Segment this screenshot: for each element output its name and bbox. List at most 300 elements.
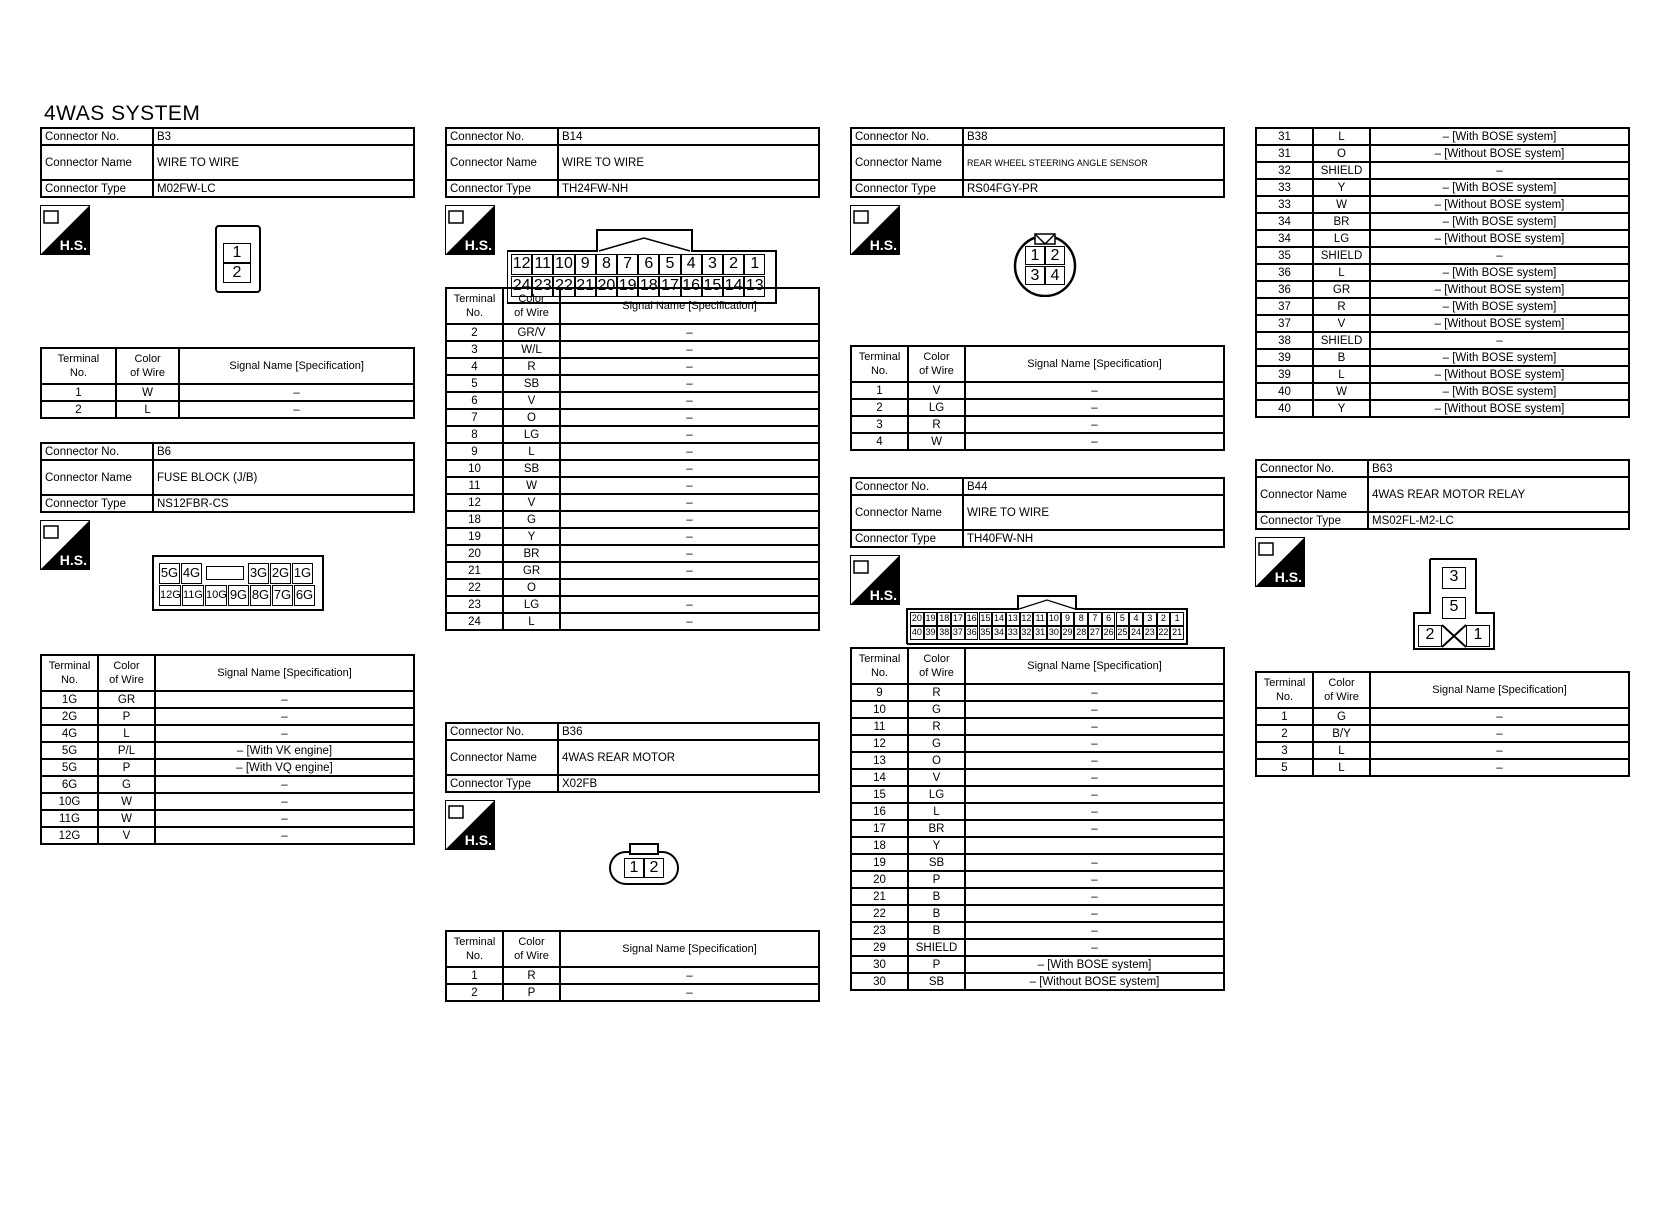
color-cell: SB	[503, 375, 560, 392]
connector-type-label: Connector Type	[446, 775, 558, 792]
terminal-cell: 10G	[41, 793, 98, 810]
terminal-cell: 37	[1256, 315, 1313, 332]
terminal-cell: 20	[446, 545, 503, 562]
signal-cell: – [With BOSE system]	[1370, 264, 1629, 281]
color-header: Color of Wire	[1313, 672, 1370, 708]
connector-type-value: TH24FW-NH	[558, 180, 819, 197]
pin-2: 2	[1418, 625, 1442, 647]
color-cell: P	[98, 708, 155, 725]
pin: 7	[1088, 612, 1102, 626]
terminal-cell: 1G	[41, 691, 98, 708]
signal-cell: –	[965, 382, 1224, 399]
connector-no-value: B44	[963, 478, 1224, 495]
terminal-cell: 2	[446, 984, 503, 1001]
table-row	[41, 776, 414, 793]
connector-b36	[445, 722, 820, 1002]
pin: 21	[575, 276, 596, 297]
color-cell: L	[1313, 366, 1370, 383]
table-row	[851, 820, 1224, 837]
terminal-cell: 19	[851, 854, 908, 871]
signal-cell: –	[560, 409, 819, 426]
pin: 38	[937, 626, 951, 640]
signal-cell: – [Without BOSE system]	[1370, 281, 1629, 298]
signal-cell: –	[965, 922, 1224, 939]
color-cell: L	[1313, 759, 1370, 776]
connector-type-label: Connector Type	[1256, 512, 1368, 529]
connector-type-label: Connector Type	[446, 180, 558, 197]
color-cell: SB	[908, 973, 965, 990]
pin: 31	[1033, 626, 1047, 640]
pin: 9	[575, 254, 596, 275]
color-cell: LG	[908, 786, 965, 803]
pin: 5	[1116, 612, 1130, 626]
terminal-table	[1255, 127, 1630, 418]
color-cell: SB	[908, 854, 965, 871]
terminal-cell: 19	[446, 528, 503, 545]
hs-icon	[1255, 537, 1305, 587]
signal-cell: –	[560, 460, 819, 477]
signal-cell: –	[560, 375, 819, 392]
signal-cell: –	[560, 358, 819, 375]
connector-name-value: 4WAS REAR MOTOR	[558, 740, 819, 775]
table-row	[1256, 315, 1629, 332]
table-row	[851, 888, 1224, 905]
color-cell: SB	[503, 460, 560, 477]
terminal-cell: 36	[1256, 281, 1313, 298]
color-header: Color of Wire	[503, 931, 560, 967]
connector-no-label: Connector No.	[41, 443, 153, 460]
color-cell: Y	[503, 528, 560, 545]
color-cell: LG	[503, 596, 560, 613]
terminal-cell: 32	[1256, 162, 1313, 179]
pin: 6	[1102, 612, 1116, 626]
pin-3: 3	[1442, 567, 1466, 589]
connector-no-value: B6	[153, 443, 414, 460]
table-row	[851, 837, 1224, 854]
table-row: 2 L –	[41, 401, 414, 418]
table-row	[1256, 230, 1629, 247]
terminal-header: Terminal No.	[446, 931, 503, 967]
table-row	[446, 596, 819, 613]
table-row	[851, 769, 1224, 786]
color-cell: V	[1313, 315, 1370, 332]
signal-cell: –	[965, 399, 1224, 416]
signal-cell: –	[965, 939, 1224, 956]
hs-icon	[445, 800, 495, 850]
connector-type-label: Connector Type	[41, 180, 153, 197]
table-row	[41, 725, 414, 742]
terminal-cell: 31	[1256, 145, 1313, 162]
terminal-cell: 4	[851, 433, 908, 450]
color-cell: V	[503, 392, 560, 409]
terminal-header: Terminal No.	[446, 288, 503, 324]
table-row	[1256, 247, 1629, 264]
pin: 11	[1033, 612, 1047, 626]
terminal-cell: 5	[1256, 759, 1313, 776]
pin: 12	[511, 254, 532, 275]
pin: 15	[702, 276, 723, 297]
table-row	[446, 562, 819, 579]
table-row	[851, 939, 1224, 956]
color-cell: SHIELD	[1313, 332, 1370, 349]
color-cell: P	[503, 984, 560, 1001]
pin: 36	[965, 626, 979, 640]
pin: 11	[532, 254, 553, 275]
table-row	[446, 511, 819, 528]
connector-type-label: Connector Type	[851, 530, 963, 547]
connector-no-value: B3	[153, 128, 414, 145]
table-row	[1256, 128, 1629, 145]
hs-label: H.S.	[59, 552, 87, 568]
table-row	[446, 426, 819, 443]
terminal-cell: 22	[446, 579, 503, 596]
color-cell: SHIELD	[908, 939, 965, 956]
table-row	[41, 827, 414, 844]
connector-type-value: TH40FW-NH	[963, 530, 1224, 547]
signal-cell: –	[1370, 332, 1629, 349]
pin: 1	[1170, 612, 1184, 626]
terminal-cell: 36	[1256, 264, 1313, 281]
signal-cell: – [Without BOSE system]	[1370, 230, 1629, 247]
color-cell: G	[503, 511, 560, 528]
connector-name-label: Connector Name	[851, 495, 963, 530]
color-cell: R	[503, 358, 560, 375]
connector-b14	[445, 127, 820, 631]
table-row	[446, 613, 819, 630]
terminal-cell: 2	[851, 399, 908, 416]
table-row	[1256, 759, 1629, 776]
signal-cell	[560, 579, 819, 596]
pin: 10	[553, 254, 574, 275]
table-row	[851, 854, 1224, 871]
pin: 7G	[272, 585, 293, 606]
connector-name-value: REAR WHEEL STEERING ANGLE SENSOR	[963, 145, 1224, 180]
terminal-cell: 10	[446, 460, 503, 477]
connector-no-label: Connector No.	[41, 128, 153, 145]
terminal-cell: 20	[851, 871, 908, 888]
table-row	[41, 708, 414, 725]
connector-b44	[850, 477, 1225, 991]
terminal-table	[40, 654, 415, 845]
table-row	[851, 922, 1224, 939]
pin: 32	[1020, 626, 1034, 640]
hs-icon	[445, 205, 495, 255]
signal-header: Signal Name [Specification]	[560, 931, 819, 967]
signal-cell: –	[965, 433, 1224, 450]
color-cell: LG	[503, 426, 560, 443]
pin: 2	[1157, 612, 1171, 626]
color-cell: W	[1313, 196, 1370, 213]
terminal-table	[40, 347, 415, 419]
color-cell: B/Y	[1313, 725, 1370, 742]
terminal-table	[1255, 671, 1630, 777]
terminal-cell: 10	[851, 701, 908, 718]
table-row	[1256, 366, 1629, 383]
connector-name-label: Connector Name	[446, 145, 558, 180]
table-row	[851, 382, 1224, 399]
table-row	[446, 579, 819, 596]
pin: 26	[1102, 626, 1116, 640]
color-cell: GR/V	[503, 324, 560, 341]
connector-no-label: Connector No.	[446, 128, 558, 145]
connector-face	[215, 225, 261, 293]
table-row	[41, 793, 414, 810]
table-row	[851, 684, 1224, 701]
pin: 12	[1020, 612, 1034, 626]
hs-icon	[40, 205, 90, 255]
pin-1: 1	[223, 243, 251, 263]
hs-label: H.S.	[869, 587, 897, 603]
table-row	[1256, 281, 1629, 298]
pin: 29	[1061, 626, 1075, 640]
connector-face	[507, 229, 777, 305]
signal-cell: –	[1370, 247, 1629, 264]
pin: 23	[532, 276, 553, 297]
signal-cell: –	[1370, 725, 1629, 742]
color-cell: W	[1313, 383, 1370, 400]
signal-cell: – [Without BOSE system]	[1370, 366, 1629, 383]
signal-cell: –	[1370, 162, 1629, 179]
pin: 20	[910, 612, 924, 626]
connector-b38	[850, 127, 1225, 451]
pin: 7	[617, 254, 638, 275]
signal-cell: – [Without BOSE system]	[1370, 145, 1629, 162]
color-cell: G	[98, 776, 155, 793]
pin: 23	[1143, 626, 1157, 640]
table-row	[1256, 332, 1629, 349]
connector-type-value: RS04FGY-PR	[963, 180, 1224, 197]
signal-cell: – [Without BOSE system]	[1370, 400, 1629, 417]
terminal-cell: 2	[1256, 725, 1313, 742]
signal-cell: – [Without BOSE system]	[1370, 315, 1629, 332]
hs-label: H.S.	[1274, 569, 1302, 585]
connector-no-label: Connector No.	[851, 478, 963, 495]
terminal-header: Terminal No.	[41, 348, 116, 384]
terminal-cell: 39	[1256, 349, 1313, 366]
table-row	[851, 735, 1224, 752]
color-cell: W/L	[503, 341, 560, 358]
pin: 30	[1047, 626, 1061, 640]
signal-cell: –	[1370, 708, 1629, 725]
pin: 1G	[292, 563, 313, 584]
color-header: Color of Wire	[908, 346, 965, 382]
terminal-cell: 6	[446, 392, 503, 409]
terminal-cell: 2G	[41, 708, 98, 725]
table-row	[41, 742, 414, 759]
color-cell: SHIELD	[1313, 247, 1370, 264]
pin: 39	[924, 626, 938, 640]
color-cell: R	[908, 684, 965, 701]
pin: 11G	[182, 585, 204, 606]
table-row	[41, 759, 414, 776]
signal-cell: –	[560, 341, 819, 358]
signal-cell: –	[965, 820, 1224, 837]
color-cell: G	[1313, 708, 1370, 725]
connector-face	[1412, 557, 1496, 651]
terminal-cell: 5	[446, 375, 503, 392]
signal-cell: –	[155, 776, 414, 793]
pin: 22	[553, 276, 574, 297]
pin: 16	[965, 612, 979, 626]
pin-1: 1	[624, 858, 644, 878]
connector-b6	[40, 442, 415, 845]
terminal-cell: 3	[1256, 742, 1313, 759]
connector-name-label: Connector Name	[851, 145, 963, 180]
pin: 8	[1074, 612, 1088, 626]
pin: 6	[638, 254, 659, 275]
signal-cell: – [Without BOSE system]	[965, 973, 1224, 990]
signal-cell: –	[560, 477, 819, 494]
terminal-header: Terminal No.	[851, 648, 908, 684]
terminal-table	[445, 287, 820, 631]
signal-cell: –	[560, 443, 819, 460]
table-row	[446, 375, 819, 392]
pin: 27	[1088, 626, 1102, 640]
pin: 18	[937, 612, 951, 626]
color-cell: W	[503, 477, 560, 494]
pin: 8	[596, 254, 617, 275]
table-row	[851, 399, 1224, 416]
pin: 40	[910, 626, 924, 640]
pin: 28	[1074, 626, 1088, 640]
pin: 24	[511, 276, 532, 297]
terminal-cell: 33	[1256, 179, 1313, 196]
signal-cell: – [Without BOSE system]	[1370, 196, 1629, 213]
terminal-cell: 30	[851, 956, 908, 973]
signal-cell: –	[965, 416, 1224, 433]
color-cell: W	[98, 810, 155, 827]
terminal-cell: 34	[1256, 213, 1313, 230]
connector-no-value: B14	[558, 128, 819, 145]
color-cell: LG	[908, 399, 965, 416]
connector-name-label: Connector Name	[41, 460, 153, 495]
table-row	[851, 786, 1224, 803]
terminal-cell: 12G	[41, 827, 98, 844]
pin: 4	[681, 254, 702, 275]
hs-label: H.S.	[869, 237, 897, 253]
pin: 13	[1006, 612, 1020, 626]
terminal-cell: 22	[851, 905, 908, 922]
connector-type-value: M02FW-LC	[153, 180, 414, 197]
pin: 10G	[205, 585, 227, 606]
table-row	[446, 358, 819, 375]
table-row	[446, 545, 819, 562]
signal-cell: –	[965, 871, 1224, 888]
page-title: 4WAS SYSTEM	[44, 102, 201, 125]
pin: 12G	[159, 585, 181, 606]
pin: 16	[681, 276, 702, 297]
terminal-cell: 9	[446, 443, 503, 460]
table-row	[446, 494, 819, 511]
table-row	[1256, 145, 1629, 162]
terminal-cell: 21	[446, 562, 503, 579]
connector-header	[40, 127, 415, 198]
color-cell: R	[503, 967, 560, 984]
color-header: Color of Wire	[116, 348, 179, 384]
pin: 2	[723, 254, 744, 275]
terminal-cell: 3	[851, 416, 908, 433]
signal-header: Signal Name [Specification]	[155, 655, 414, 691]
terminal-cell: 4G	[41, 725, 98, 742]
terminal-cell: 5G	[41, 742, 98, 759]
pin: 33	[1006, 626, 1020, 640]
pin: 18	[638, 276, 659, 297]
terminal-header: Terminal No.	[41, 655, 98, 691]
color-cell: W	[908, 433, 965, 450]
pin: 3	[1143, 612, 1157, 626]
table-row	[446, 984, 819, 1001]
pin: 14	[992, 612, 1006, 626]
table-row	[446, 324, 819, 341]
terminal-cell: 15	[851, 786, 908, 803]
pin: 21	[1170, 626, 1184, 640]
signal-cell: –	[560, 984, 819, 1001]
table-row	[851, 416, 1224, 433]
terminal-cell: 5G	[41, 759, 98, 776]
signal-cell: –	[560, 562, 819, 579]
terminal-cell: 37	[1256, 298, 1313, 315]
color-cell: Y	[1313, 400, 1370, 417]
hs-label: H.S.	[59, 237, 87, 253]
color-cell: L	[503, 443, 560, 460]
color-cell: P	[908, 871, 965, 888]
color-cell: BR	[503, 545, 560, 562]
color-cell: Y	[1313, 179, 1370, 196]
table-row	[1256, 213, 1629, 230]
terminal-cell: 38	[1256, 332, 1313, 349]
color-cell: R	[1313, 298, 1370, 315]
color-cell: V	[908, 382, 965, 399]
pin: 3G	[248, 563, 269, 584]
color-cell: B	[1313, 349, 1370, 366]
table-row	[851, 973, 1224, 990]
table-row	[851, 718, 1224, 735]
terminal-cell: 11G	[41, 810, 98, 827]
connector-name-label: Connector Name	[1256, 477, 1368, 512]
pin: 15	[979, 612, 993, 626]
connector-face	[152, 555, 324, 611]
color-cell: R	[908, 718, 965, 735]
pin: 8G	[250, 585, 271, 606]
pin: 17	[951, 612, 965, 626]
signal-cell: –	[560, 426, 819, 443]
pin-4: 4	[1045, 266, 1065, 285]
pin: 6G	[294, 585, 315, 606]
color-header: Color of Wire	[503, 288, 560, 324]
signal-cell: –	[560, 613, 819, 630]
pin: 4	[1129, 612, 1143, 626]
table-row	[446, 528, 819, 545]
pin-3: 3	[1025, 266, 1045, 285]
color-cell: Y	[908, 837, 965, 854]
terminal-cell: 31	[1256, 128, 1313, 145]
table-row	[1256, 383, 1629, 400]
hs-label: H.S.	[464, 237, 492, 253]
signal-cell	[965, 837, 1224, 854]
terminal-cell: 21	[851, 888, 908, 905]
table-row	[1256, 298, 1629, 315]
pin: 35	[979, 626, 993, 640]
terminal-cell: 2	[446, 324, 503, 341]
color-cell: B	[908, 888, 965, 905]
terminal-cell: 18	[851, 837, 908, 854]
connector-name-value: 4WAS REAR MOTOR RELAY	[1368, 477, 1629, 512]
pin: 20	[596, 276, 617, 297]
terminal-cell: 12	[851, 735, 908, 752]
connector-type-value: NS12FBR-CS	[153, 495, 414, 512]
color-cell: P	[908, 956, 965, 973]
color-cell: LG	[1313, 230, 1370, 247]
